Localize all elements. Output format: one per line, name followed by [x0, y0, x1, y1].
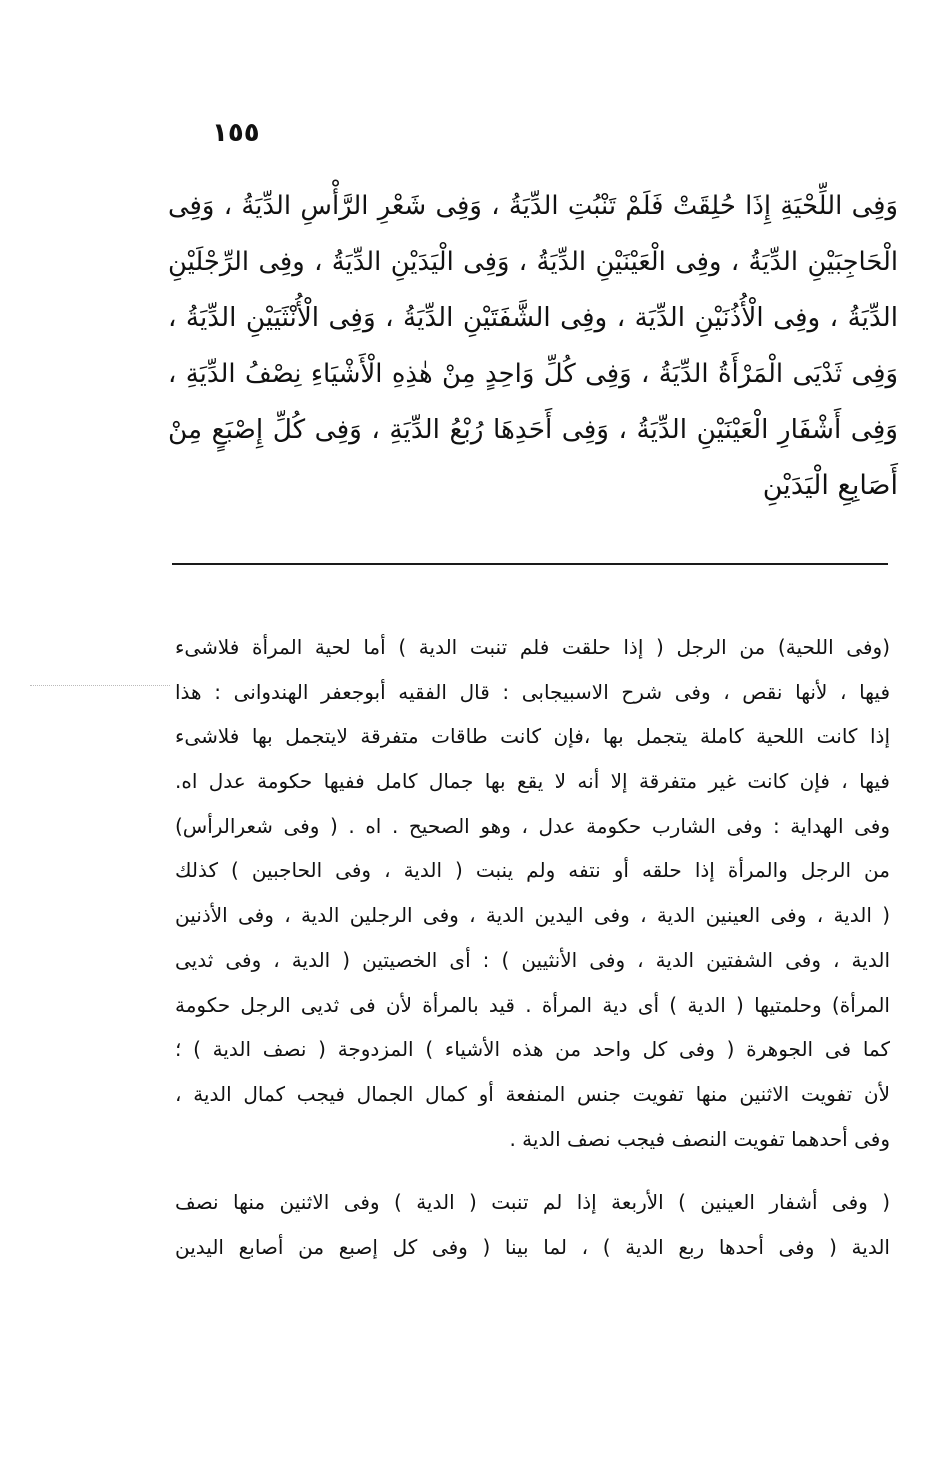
commentary-line: إذا كانت اللحية كاملة يتجمل بها ،فإن كانت طاقات متفرقة لايتجمل بها فلاشىء: [175, 724, 890, 749]
commentary-line: الدية ، وفى الشفتين الدية ، وفى الأنثيين ) : أى الخصيتين ( الدية ، وفى ثديى: [175, 947, 890, 972]
paragraph-gap: [175, 1161, 890, 1180]
commentary-line: فيها ، فإن كانت غير متفرقة إلا أنه لا يقع بها جمال كامل ففيها حكومة عدل اه.: [175, 769, 890, 794]
commentary-line: كما فى الجوهرة ( وفى كل واحد من هذه الأشياء ) المزدوجة ( نصف الدية ) ؛: [175, 1037, 890, 1062]
section-divider: [172, 563, 888, 565]
main-text-line: أَصَابِعِ الْيَدَيْنِ: [762, 470, 898, 501]
commentary-line: المرأة) وحلمتيها ( الدية ) أى دية المرأة . قيد بالمرأة لأن فى ثديى الرجل حكومة: [175, 992, 890, 1017]
commentary-line: لأن تفويت الاثنين منها تفويت جنس المنفعة أو كمال الجمال فيجب كمال الدية ،: [175, 1081, 890, 1106]
main-text-line: الْحَاجِبَيْنِ الدِّيَةُ ، وفِى الْعَيْنَيْنِ الدِّيَةُ ، وَفِى الْيَدَيْنِ الدِّيَةُ ، وفِى الرِّجْلَيْنِ: [168, 247, 898, 277]
commentary-line: الدية ( وفى أحدها ربع الدية ) ، لما بينا ( وفى كل إصبع من أصابع اليدين: [175, 1234, 890, 1259]
commentary-line: من الرجل والمرأة إذا حلقه أو نتفه ولم ينبت ( الدية ، وفى الحاجبين ) كذلك: [175, 858, 890, 883]
commentary-line: (وفى اللحية) من الرجل ( إذا حلقت فلم تنبت الدية ) أما لحية المرأة فلاشىء: [175, 635, 890, 659]
commentary-line: فيها ، لأنها نقص ، وفى شرح الاسبيجابى : قال الفقيه أبوجعفر الهندوانى : هذا: [175, 679, 890, 704]
commentary-line: وفى أحدهما تفويت النصف فيجب نصف الدية .: [509, 1126, 890, 1151]
main-text-line: وَفِى اللِّحْيَةِ إِذَا حُلِقَتْ فَلَمْ تَنْبُتِ الدِّيَةُ ، وَفِى شَعْرِ الرَّأْسِ الدِّيَةُ ، وَفِى: [168, 191, 898, 221]
commentary-text: [175, 625, 890, 1270]
main-text-line: وَفِى ثَدْيَى الْمَرْأَةُ الدِّيَةُ ، وَفِى كُلِّ وَاحِدٍ مِنْ هٰذِهِ الْأَشْيَاءِ نِصْفُ الدِّيَةِ ،: [168, 359, 898, 389]
commentary-line: وفى الهداية : وفى الشارب حكومة عدل ، وهو الصحيح . اه . ( وفى شعرالرأس): [175, 813, 890, 838]
margin-dotted-mark: [30, 685, 170, 686]
page-number: ١٥٥: [212, 118, 260, 148]
main-text-line: الدِّيَةُ ، وفِى الْأُذُنَيْنِ الدِّيَة ، وفِى الشَّفَتَيْنِ الدِّيَةُ ، وَفِى الْأُنْثَيَيْنِ الدِّيَةُ ،: [168, 303, 898, 333]
commentary-line: ( وفى أشفار العينين ) الأربعة إذا لم تنبت ( الدية ) وفى الاثنين منها نصف: [175, 1190, 890, 1215]
commentary-line: ( الدية ، وفى العينين الدية ، وفى اليدين الدية ، وفى الرجلين الدية ، وفى الأذنين: [175, 903, 890, 928]
main-text: [168, 178, 898, 514]
main-text-line: وَفِى أَشْفَارِ الْعَيْنَيْنِ الدِّيَةُ ، وَفِى أَحَدِهَا رُبْعُ الدِّيَةِ ، وَفِى كُلِّ إِصْبَعٍ مِنْ: [168, 415, 898, 445]
